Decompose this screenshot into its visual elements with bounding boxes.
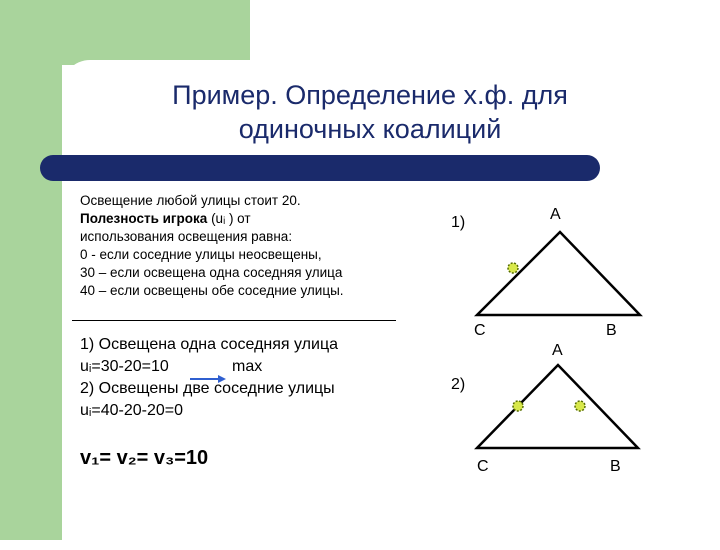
- diagram-2-label: 2): [451, 376, 466, 393]
- case-1-formula: uᵢ=30-20=10: [80, 358, 169, 375]
- diagram-1-vertex-c: C: [474, 322, 486, 339]
- rule-utility-bold: Полезность игрока: [80, 211, 208, 226]
- marker-3: [575, 401, 585, 411]
- diagram-2-vertex-b: B: [610, 458, 621, 475]
- marker-2: [513, 401, 523, 411]
- title-line-2: одиночных коалиций: [238, 114, 502, 144]
- diagram-1-label: 1): [451, 214, 466, 231]
- case-1: 1) Освещена одна соседняя улица: [80, 336, 339, 353]
- characteristic-formula: v₁= v₂= v₃=10: [80, 447, 209, 469]
- triangle-1: [477, 232, 640, 315]
- case-1-max: max: [232, 358, 263, 375]
- rule-cost: Освещение любой улицы стоит 20.: [80, 193, 301, 208]
- marker-1: [508, 263, 518, 273]
- diagram-2-vertex-c: C: [477, 458, 489, 475]
- diagram-1-vertex-a: A: [550, 206, 561, 223]
- rule-zero: 0 - если соседние улицы неосвещены,: [80, 247, 322, 262]
- diagram-1-vertex-b: B: [606, 322, 617, 339]
- rule-usage: использования освещения равна:: [80, 229, 293, 244]
- triangle-2: [477, 365, 638, 448]
- case-2: 2) Освещены две соседние улицы: [80, 380, 335, 397]
- diagram-2-vertex-a: A: [552, 342, 563, 359]
- title-line-1: Пример. Определение х.ф. для: [172, 80, 568, 110]
- case-2-formula: uᵢ=40-20-20=0: [80, 402, 184, 419]
- rule-utility-rest: (uᵢ ) от: [207, 211, 251, 226]
- rule-thirty: 30 – если освещена одна соседняя улица: [80, 265, 343, 280]
- rule-forty: 40 – если освещены обе соседние улицы.: [80, 283, 344, 298]
